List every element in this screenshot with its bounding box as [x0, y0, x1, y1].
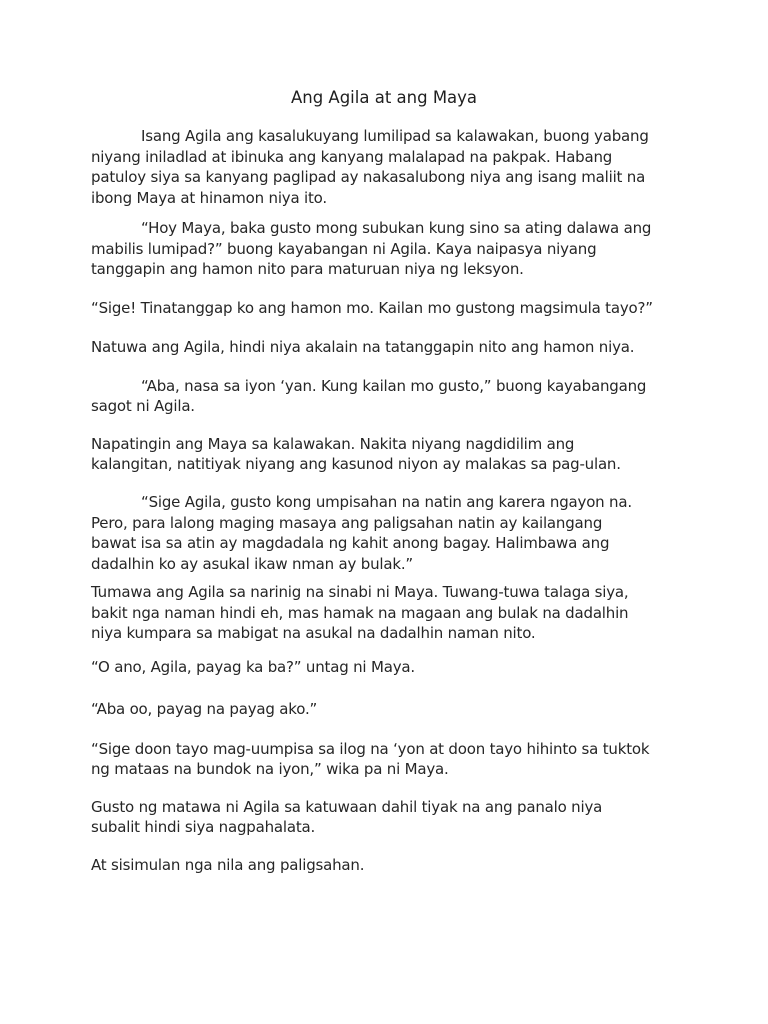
- paragraph-line: tanggapin ang hamon nito para maturuan niya ng leksyon.: [91, 260, 524, 278]
- paragraph: [91, 797, 691, 837]
- paragraph-line: “Aba oo, payag na payag ako.”: [91, 700, 318, 718]
- paragraph-line: “Aba, nasa sa iyon ‘yan. Kung kailan mo gusto,” buong kayabangang: [141, 377, 647, 395]
- paragraph: [91, 657, 691, 677]
- paragraph-line: sagot ni Agila.: [91, 397, 195, 415]
- paragraph: [91, 855, 691, 875]
- paragraph-line: patuloy siya sa kanyang paglipad ay nakasalubong niya ang isang maliit na: [91, 168, 646, 186]
- paragraph: [91, 434, 691, 474]
- paragraph-line: niyang iniladlad at ibinuka ang kanyang malalapad na pakpak. Habang: [91, 147, 613, 166]
- paragraph-line: kalangitan, natitiyak niyang ang kasunod niyon ay malakas sa pag-ulan.: [91, 455, 621, 473]
- paragraph-line: Gusto ng matawa ni Agila sa katuwaan dahil tiyak na ang panalo niya: [91, 798, 603, 816]
- paragraph-line: bawat isa sa atin ay magdadala ng kahit anong bagay. Halimbawa ang: [91, 534, 610, 552]
- paragraph-line: Tumawa ang Agila sa narinig na sinabi ni Maya. Tuwang-tuwa talaga siya,: [91, 583, 629, 601]
- paragraph-line: Isang Agila ang kasalukuyang lumilipad sa kalawakan, buong yabang: [141, 127, 649, 145]
- paragraph-line: “O ano, Agila, payag ka ba?” untag ni Maya.: [91, 658, 415, 676]
- story-title: Ang Agila at ang Maya: [290, 88, 478, 107]
- paragraph: [91, 739, 691, 779]
- paragraph: [91, 699, 691, 719]
- paragraph: [91, 126, 691, 208]
- paragraph-line: At sisimulan nga nila ang paligsahan.: [91, 856, 365, 874]
- paragraph-line: ibong Maya at hinamon niya ito.: [91, 188, 327, 207]
- paragraph: [91, 582, 691, 644]
- paragraph-line: ng mataas na bundok na iyon,” wika pa ni Maya.: [91, 760, 449, 778]
- paragraph-line: Natuwa ang Agila, hindi niya akalain na tatanggapin nito ang hamon niya.: [91, 338, 635, 356]
- paragraph-line: bakit nga naman hindi eh, mas hamak na magaan ang bulak na dadalhin: [91, 603, 629, 622]
- paragraph-line: “Sige Agila, gusto kong umpisahan na natin ang karera ngayon na.: [141, 493, 632, 511]
- paragraph: [91, 492, 691, 574]
- paragraph: [91, 337, 691, 357]
- paragraph: [91, 298, 691, 318]
- paragraph-line: “Sige doon tayo mag-uumpisa sa ilog na ‘yon at doon tayo hihinto sa tuktok: [91, 740, 650, 758]
- paragraph: [91, 218, 691, 280]
- paragraph: [91, 376, 691, 416]
- paragraph-line: niya kumpara sa mabigat na asukal na dadalhin naman nito.: [91, 624, 536, 642]
- paragraph-line: “Hoy Maya, baka gusto mong subukan kung sino sa ating dalawa ang: [141, 219, 652, 237]
- paragraph-line: Napatingin ang Maya sa kalawakan. Nakita niyang nagdidilim ang: [91, 435, 575, 453]
- paragraph-line: mabilis lumipad?” buong kayabangan ni Agila. Kaya naipasya niyang: [91, 239, 597, 258]
- paragraph-line: Pero, para lalong maging masaya ang paligsahan natin ay kailangang: [91, 513, 603, 532]
- paragraph-line: dadalhin ko ay asukal ikaw nman ay bulak.”: [91, 554, 413, 573]
- paragraph-line: “Sige! Tinatanggap ko ang hamon mo. Kailan mo gustong magsimula tayo?”: [91, 299, 653, 317]
- paragraph-line: subalit hindi siya nagpahalata.: [91, 818, 316, 836]
